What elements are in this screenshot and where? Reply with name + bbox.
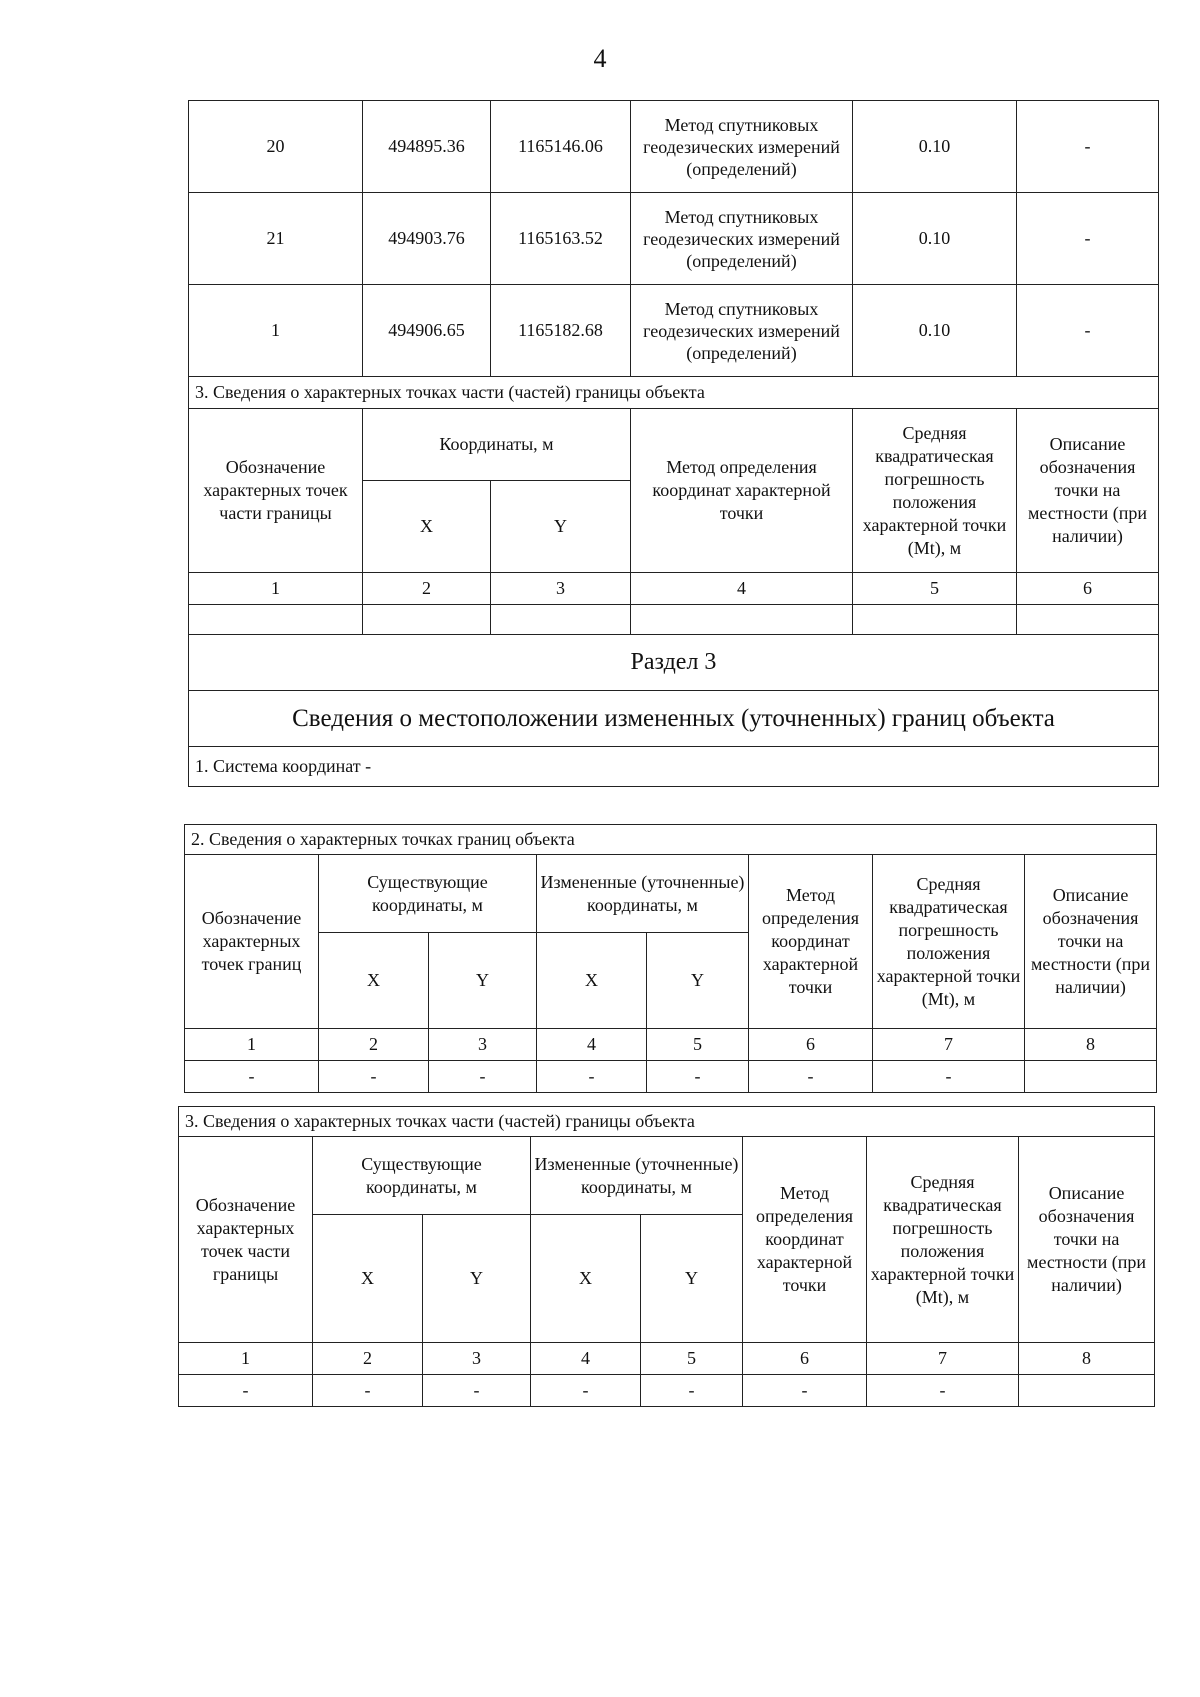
header-row: [179, 1137, 1155, 1215]
data-cell: -: [179, 1375, 313, 1407]
header-x: X: [531, 1215, 641, 1343]
section3-part3-table: [178, 1106, 1155, 1407]
section2-table: [188, 100, 1159, 787]
column-number: 7: [867, 1343, 1019, 1375]
column-numbers-row: [189, 573, 1159, 605]
header-y: Y: [641, 1215, 743, 1343]
y-cell: 1165146.06: [491, 101, 631, 193]
header-mt: Средняя квадратическая погрешность положения характерной точки (Mt), м: [867, 1137, 1019, 1343]
point-cell: 20: [189, 101, 363, 193]
column-number: 1: [185, 1029, 319, 1061]
table-row: [179, 1375, 1155, 1407]
data-cell: -: [743, 1375, 867, 1407]
section-title: Раздел 3: [189, 635, 1159, 691]
mt-cell: 0.10: [853, 285, 1017, 377]
data-cell: -: [313, 1375, 423, 1407]
header-method: Метод определения координат характерной точки: [631, 409, 853, 573]
column-number: 3: [491, 573, 631, 605]
header-existing: Существующие координаты, м: [319, 855, 537, 933]
y-cell: 1165182.68: [491, 285, 631, 377]
header-y: Y: [647, 933, 749, 1029]
section3-part2-table: [184, 824, 1157, 1093]
header-row: [185, 855, 1157, 933]
desc-cell: -: [1017, 193, 1159, 285]
header-method: Метод определения координат характерной точки: [749, 855, 873, 1029]
section-heading: 2. Сведения о характерных точках границ объекта: [185, 825, 1157, 855]
table-row: [185, 1061, 1157, 1093]
header-mt: Средняя квадратическая погрешность положения характерной точки (Mt), м: [853, 409, 1017, 573]
data-cell: -: [429, 1061, 537, 1093]
mt-cell: 0.10: [853, 101, 1017, 193]
page-number: 4: [593, 44, 607, 73]
column-number: 3: [423, 1343, 531, 1375]
header-desc: Описание обозначения точки на местности (при наличии): [1025, 855, 1157, 1029]
header-point: Обозначение характерных точек части границы: [189, 409, 363, 573]
column-numbers-row: [185, 1029, 1157, 1061]
data-cell: -: [749, 1061, 873, 1093]
table-row: [185, 825, 1157, 855]
point-cell: 1: [189, 285, 363, 377]
header-changed: Измененные (уточненные) координаты, м: [531, 1137, 743, 1215]
header-method: Метод определения координат характерной точки: [743, 1137, 867, 1343]
x-cell: 494895.36: [363, 101, 491, 193]
column-number: 4: [537, 1029, 647, 1061]
column-number: 6: [749, 1029, 873, 1061]
column-number: 3: [429, 1029, 537, 1061]
data-cell: -: [537, 1061, 647, 1093]
mt-cell: 0.10: [853, 193, 1017, 285]
column-number: 8: [1019, 1343, 1155, 1375]
table-row: [189, 193, 1159, 285]
column-number: 1: [179, 1343, 313, 1375]
data-cell: [1019, 1375, 1155, 1407]
header-y: Y: [491, 481, 631, 573]
table-row: [189, 377, 1159, 409]
header-x: X: [363, 481, 491, 573]
point-cell: 21: [189, 193, 363, 285]
column-number: 4: [631, 573, 853, 605]
data-cell: -: [867, 1375, 1019, 1407]
data-cell: -: [319, 1061, 429, 1093]
column-number: 2: [363, 573, 491, 605]
x-cell: 494906.65: [363, 285, 491, 377]
table-row: [179, 1107, 1155, 1137]
data-cell: -: [641, 1375, 743, 1407]
column-number: 6: [743, 1343, 867, 1375]
coord-system-row: [189, 747, 1159, 787]
column-number: 7: [873, 1029, 1025, 1061]
section-subtitle: Сведения о местоположении измененных (уточненных) границ объекта: [189, 691, 1159, 747]
data-cell: -: [531, 1375, 641, 1407]
column-number: 2: [319, 1029, 429, 1061]
header-desc: Описание обозначения точки на местности (при наличии): [1019, 1137, 1155, 1343]
header-y: Y: [423, 1215, 531, 1343]
header-mt: Средняя квадратическая погрешность положения характерной точки (Mt), м: [873, 855, 1025, 1029]
table-row: [189, 101, 1159, 193]
section-subtitle-row: [189, 691, 1159, 747]
header-y: Y: [429, 933, 537, 1029]
column-number: 1: [189, 573, 363, 605]
method-cell: Метод спутниковых геодезических измерений (определений): [631, 101, 853, 193]
desc-cell: -: [1017, 285, 1159, 377]
header-coords: Координаты, м: [363, 409, 631, 481]
x-cell: 494903.76: [363, 193, 491, 285]
header-point: Обозначение характерных точек границ: [185, 855, 319, 1029]
column-number: 8: [1025, 1029, 1157, 1061]
section-heading: 3. Сведения о характерных точках части (частей) границы объекта: [179, 1107, 1155, 1137]
header-existing: Существующие координаты, м: [313, 1137, 531, 1215]
header-point: Обозначение характерных точек части границы: [179, 1137, 313, 1343]
data-cell: -: [423, 1375, 531, 1407]
method-cell: Метод спутниковых геодезических измерений (определений): [631, 193, 853, 285]
section-heading: 3. Сведения о характерных точках части (частей) границы объекта: [189, 377, 1159, 409]
column-number: 2: [313, 1343, 423, 1375]
method-cell: Метод спутниковых геодезических измерений (определений): [631, 285, 853, 377]
column-numbers-row: [179, 1343, 1155, 1375]
column-number: 5: [647, 1029, 749, 1061]
column-number: 4: [531, 1343, 641, 1375]
header-x: X: [537, 933, 647, 1029]
header-desc: Описание обозначения точки на местности (при наличии): [1017, 409, 1159, 573]
column-number: 6: [1017, 573, 1159, 605]
header-x: X: [313, 1215, 423, 1343]
header-x: X: [319, 933, 429, 1029]
header-row: [189, 409, 1159, 481]
coord-system: 1. Система координат -: [189, 747, 1159, 787]
section-title-row: [189, 635, 1159, 691]
header-changed: Измененные (уточненные) координаты, м: [537, 855, 749, 933]
desc-cell: -: [1017, 101, 1159, 193]
data-cell: -: [185, 1061, 319, 1093]
column-number: 5: [641, 1343, 743, 1375]
data-cell: [1025, 1061, 1157, 1093]
empty-row: [189, 605, 1159, 635]
column-number: 5: [853, 573, 1017, 605]
data-cell: -: [873, 1061, 1025, 1093]
data-cell: -: [647, 1061, 749, 1093]
table-row: [189, 285, 1159, 377]
y-cell: 1165163.52: [491, 193, 631, 285]
